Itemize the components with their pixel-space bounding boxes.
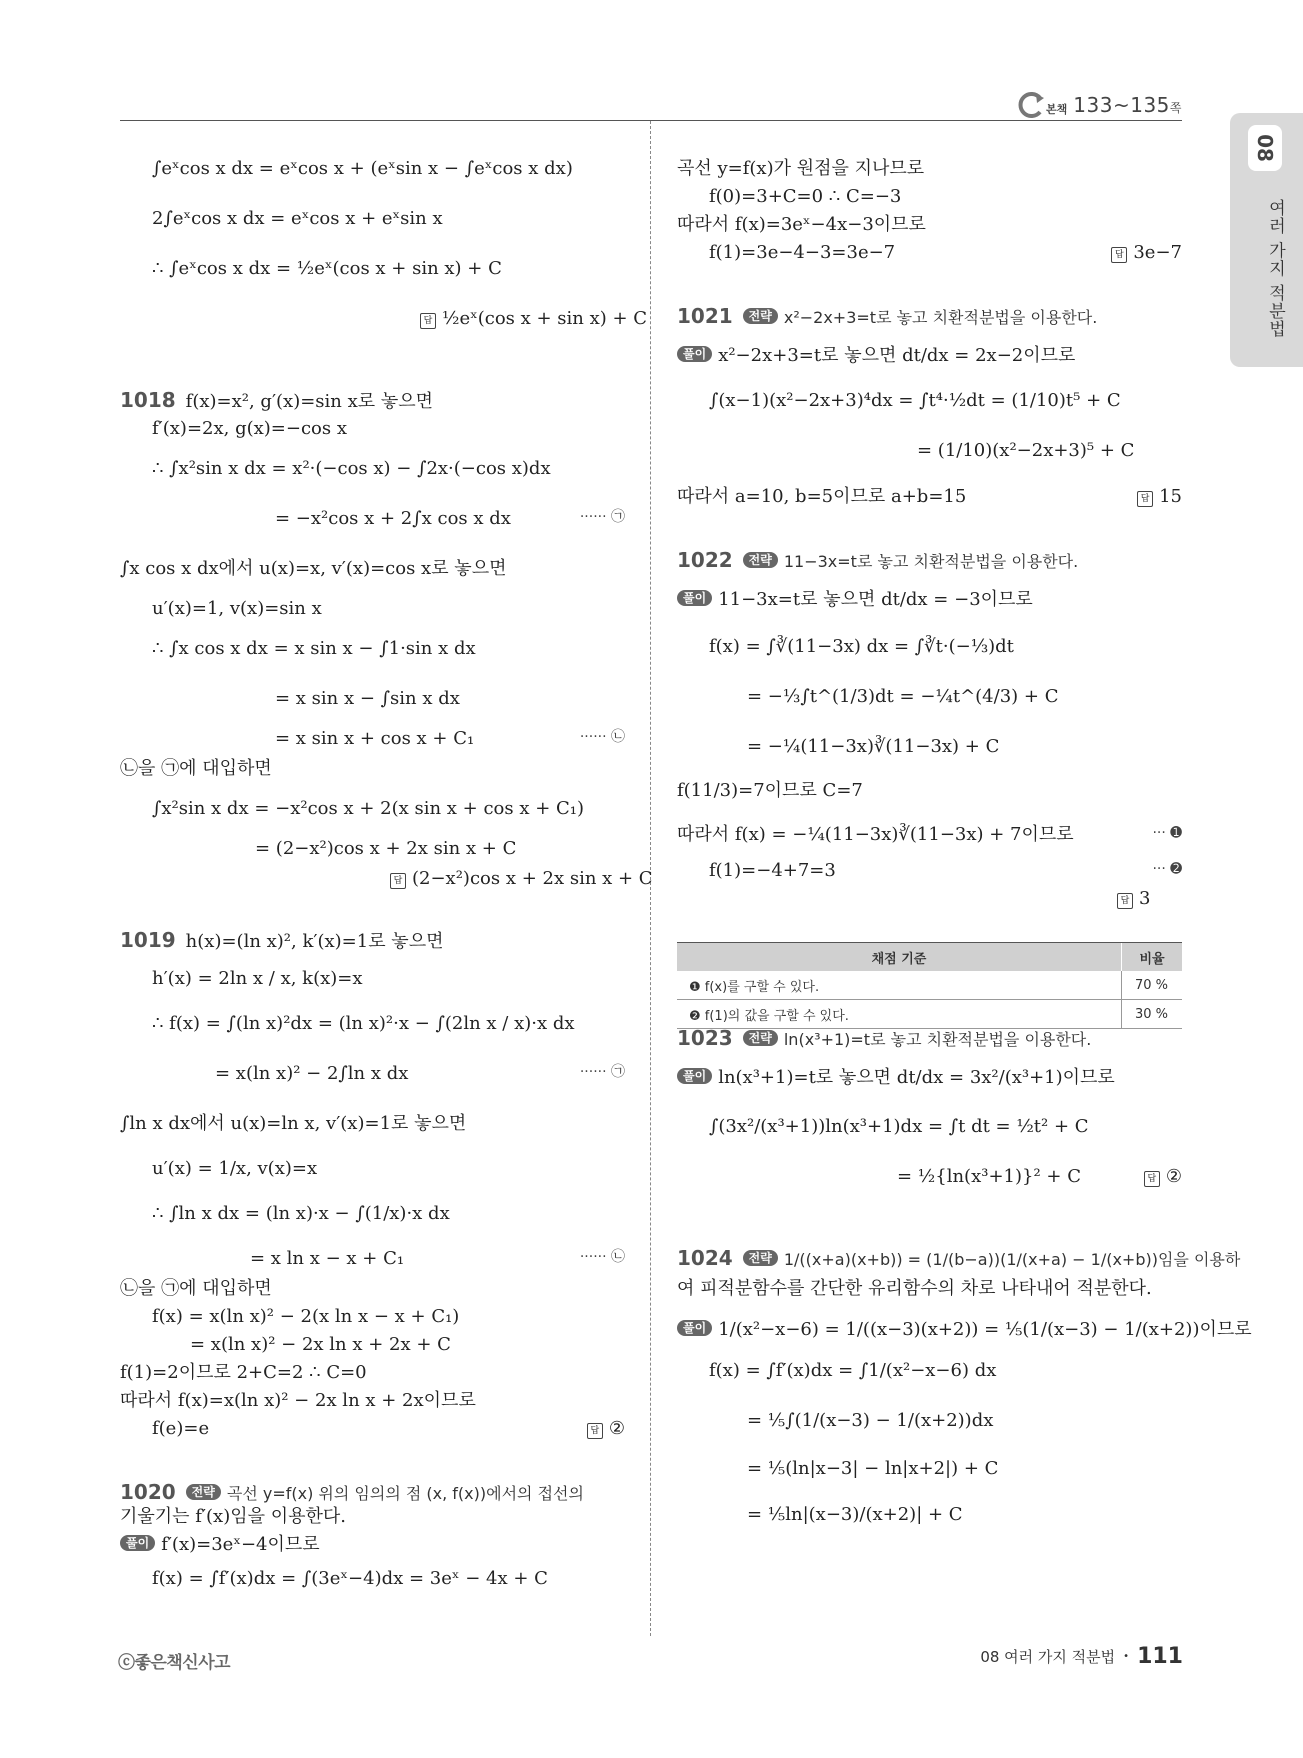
label-badge: 전략 (743, 308, 778, 324)
math-text: f(x)=x², g′(x)=sin x로 놓으면 (185, 391, 434, 412)
solution-line (152, 1160, 317, 1178)
solution-line (152, 210, 443, 228)
ratio-cell: 30 % (1122, 1000, 1183, 1029)
solution-line (275, 510, 511, 528)
math-text: 따라서 f(x)=x(ln x)² − 2x ln x + 2x이므로 (120, 1390, 476, 1411)
solution-line (152, 1015, 575, 1033)
table-header-criterion: 채점 기준 (677, 943, 1122, 972)
math-text: h(x)=(ln x)², k′(x)=1로 놓으면 (185, 931, 444, 952)
label-badge: 풀이 (120, 1535, 155, 1551)
solution-line (420, 310, 647, 329)
solution-line (215, 1065, 408, 1083)
equation-marker: ······ ㉡ (579, 729, 625, 745)
answer-icon: 답 (420, 313, 436, 329)
table-row (677, 1000, 1182, 1029)
solution-line (677, 826, 1074, 844)
math-text: u′(x) = 1/x, v(x)=x (152, 1158, 318, 1179)
textbook-reference (1016, 92, 1182, 118)
label-badge: 풀이 (677, 1068, 712, 1084)
equation-marker: ······ ㉠ (579, 509, 625, 525)
solution-line (677, 1068, 1115, 1087)
solution-line (152, 160, 573, 178)
solution-line (709, 638, 1014, 656)
solution-line (120, 560, 506, 578)
solution-line (120, 1364, 367, 1382)
math-text: f(1)=−4+7=3 (709, 860, 836, 881)
solution-line (677, 346, 1075, 365)
table-row (677, 971, 1182, 1000)
math-text: ∫ln x dx에서 u(x)=ln x, v′(x)=1로 놓으면 (120, 1113, 467, 1134)
solution-line (152, 1308, 459, 1326)
page-number: 111 (1137, 1644, 1183, 1669)
solution-line (709, 188, 901, 206)
math-text: = x sin x − ∫sin x dx (275, 688, 460, 709)
math-text: f(x) = ∫f′(x)dx = ∫(3eˣ−4)dx = 3eˣ − 4x + C (152, 1568, 548, 1589)
publisher-logo: ⓒ좋은책신사고 (118, 1653, 231, 1673)
label-badge: 전략 (186, 1484, 221, 1500)
answer-text: 3 (1139, 888, 1151, 909)
solution-line (677, 306, 1097, 327)
label-badge: 전략 (743, 1030, 778, 1046)
label-badge: 풀이 (677, 346, 712, 362)
math-text: = −x²cos x + 2∫x cos x dx (275, 508, 511, 529)
math-text: f(e)=e (152, 1418, 210, 1439)
math-text: = x sin x + cos x + C₁ (275, 728, 475, 749)
ratio-cell: 70 % (1122, 971, 1183, 1000)
math-text: ∴ f(x) = ∫(ln x)²dx = (ln x)²·x − ∫(2ln x / x)·x dx (152, 1013, 575, 1034)
solution-line (677, 488, 966, 506)
criterion-cell: ❷ f(1)의 값을 구할 수 있다. (677, 1000, 1122, 1029)
math-text: = −⅓∫t^(1/3)dt = −¼t^(4/3) + C (747, 686, 1059, 707)
math-text: ㉡을 ㉠에 대입하면 (120, 1278, 272, 1299)
solution-line (709, 1362, 996, 1380)
math-text: ㉡을 ㉠에 대입하면 (120, 758, 272, 779)
solution-line (120, 930, 443, 951)
math-text: f(1)=3e−4−3=3e−7 (709, 242, 896, 263)
page-footer (980, 1644, 1183, 1669)
solution-line (1117, 890, 1150, 909)
solution-line (677, 1248, 1240, 1269)
solution-line (275, 690, 460, 708)
solution-line (709, 244, 895, 262)
solution-line (390, 870, 653, 889)
solution-line (120, 760, 272, 778)
solution-line (747, 1460, 998, 1478)
problem-number: 1024 (677, 1246, 733, 1270)
table-header-row (677, 943, 1182, 972)
math-text: 1/(x²−x−6) = 1/((x−3)(x+2)) = ⅕(1/(x−3) − 1/(x+2))이므로 (718, 1319, 1252, 1340)
math-text: = (1/10)(x²−2x+3)⁵ + C (917, 440, 1135, 461)
math-text: = x(ln x)² − 2∫ln x dx (215, 1063, 409, 1084)
problem-number: 1022 (677, 548, 733, 572)
solution-line (152, 640, 476, 658)
solution-line (677, 590, 1033, 609)
solution-line (677, 216, 926, 234)
math-text: = x ln x − x + C₁ (250, 1248, 405, 1269)
math-text: ∴ ∫x cos x dx = x sin x − ∫1·sin x dx (152, 638, 476, 659)
math-text: 여 피적분함수를 간단한 유리함수의 차로 나타내어 적분한다. (677, 1278, 1152, 1299)
solution-line (152, 1570, 548, 1588)
solution-line (255, 840, 516, 858)
solution-line (677, 782, 863, 800)
answer-icon: 답 (390, 873, 406, 889)
ref-pages: 133~135쪽 (1073, 93, 1182, 117)
math-text: 11−3x=t로 놓고 치환적분법을 이용한다. (783, 552, 1079, 571)
answer (1144, 1168, 1182, 1187)
solution-line (677, 550, 1078, 571)
math-text: ∴ ∫ln x dx = (ln x)·x − ∫(1/x)·x dx (152, 1203, 450, 1224)
math-text: ∴ ∫eˣcos x dx = ½eˣ(cos x + sin x) + C (152, 258, 502, 279)
footer-chapter: 08 여러 가지 적분법 (980, 1648, 1116, 1666)
problem-number: 1019 (120, 928, 176, 952)
problem-number: 1018 (120, 388, 176, 412)
solution-line (120, 1280, 272, 1298)
label-badge: 전략 (743, 1250, 778, 1266)
math-text: = ½{ln(x³+1)}² + C (897, 1166, 1081, 1187)
chapter-title: 여러 가지 적분법 (1265, 198, 1285, 338)
answer-value: ② (1165, 1166, 1182, 1187)
solution-line (120, 390, 433, 411)
equation-marker: ······ ㉡ (579, 1249, 625, 1265)
problem-number: 1023 (677, 1026, 733, 1050)
solution-line (152, 420, 347, 438)
solution-line (275, 730, 474, 748)
solution-line (677, 1320, 1252, 1339)
answer-text: ½eˣ(cos x + sin x) + C (442, 308, 648, 329)
problem-number: 1021 (677, 304, 733, 328)
solution-line (709, 392, 1121, 410)
math-text: 곡선 y=f(x)가 원점을 지나므로 (677, 158, 925, 179)
solution-line (250, 1250, 404, 1268)
math-text: ∫x cos x dx에서 u(x)=x, v′(x)=cos x로 놓으면 (120, 558, 507, 579)
criterion-cell: ❶ f(x)를 구할 수 있다. (677, 971, 1122, 1000)
page-header (120, 92, 1182, 121)
math-text: f(0)=3+C=0 ∴ C=−3 (709, 186, 902, 207)
math-text: = −¼(11−3x)∛(11−3x) + C (747, 736, 1000, 757)
solution-line (120, 1535, 320, 1554)
solution-line (152, 800, 584, 818)
math-text: ∫eˣcos x dx = eˣcos x + (eˣsin x − ∫eˣcos x dx) (152, 158, 573, 179)
label-badge: 풀이 (677, 1320, 712, 1336)
answer (587, 1420, 625, 1439)
math-text: f(11/3)=7이므로 C=7 (677, 780, 863, 801)
equation-marker: ······ ㉠ (579, 1064, 625, 1080)
math-text: h′(x) = 2ln x / x, k(x)=x (152, 968, 363, 989)
solution-line (709, 1118, 1089, 1136)
return-arrow-icon (1016, 92, 1046, 118)
equation-marker: ··· ➋ (1152, 861, 1182, 877)
math-text: 2∫eˣcos x dx = eˣcos x + eˣsin x (152, 208, 443, 229)
math-text: f(1)=2이므로 2+C=2 ∴ C=0 (120, 1362, 367, 1383)
math-text: = x(ln x)² − 2x ln x + 2x + C (190, 1334, 451, 1355)
solution-line (917, 442, 1134, 460)
solution-line (152, 1205, 450, 1223)
answer-icon: 답 (587, 1423, 603, 1439)
solution-line (152, 260, 502, 278)
answer-icon: 답 (1144, 1171, 1160, 1187)
math-text: = ⅕ln|(x−3)/(x+2)| + C (747, 1504, 963, 1525)
chapter-side-tab (1230, 113, 1303, 367)
math-text: ln(x³+1)=t로 놓으면 dt/dx = 3x²/(x³+1)이므로 (718, 1067, 1115, 1088)
ref-label: 본책 (1046, 103, 1068, 116)
solution-line (709, 862, 836, 880)
solution-line (120, 1115, 466, 1133)
math-text: x²−2x+3=t로 놓고 치환적분법을 이용한다. (783, 308, 1098, 327)
math-text: 1/((x+a)(x+b)) = (1/(b−a))(1/(x+a) − 1/(x+b))임을 이용하 (783, 1250, 1241, 1269)
solution-line (747, 688, 1058, 706)
solution-line (120, 1392, 476, 1410)
math-text: f(x) = x(ln x)² − 2(x ln x − x + C₁) (152, 1306, 460, 1327)
math-text: ∫(x−1)(x²−2x+3)⁴dx = ∫t⁴·½dt = (1/10)t⁵ + C (709, 390, 1121, 411)
solution-line (190, 1336, 451, 1354)
chapter-number: 08 (1248, 125, 1282, 171)
math-text: f(x) = ∫∛(11−3x) dx = ∫∛t·(−⅓)dt (709, 636, 1014, 657)
solution-line (747, 738, 999, 756)
solution-line (152, 460, 551, 478)
solution-line (747, 1412, 993, 1430)
math-text: 기울기는 f′(x)임을 이용한다. (120, 1506, 346, 1527)
math-text: 11−3x=t로 놓으면 dt/dx = −3이므로 (718, 589, 1033, 610)
footer-bullet: • (1123, 1651, 1130, 1662)
answer (1111, 244, 1182, 263)
solution-line (677, 1028, 1091, 1049)
math-text: u′(x)=1, v(x)=sin x (152, 598, 322, 619)
math-text: ∫(3x²/(x³+1))ln(x³+1)dx = ∫t dt = ½t² + C (709, 1116, 1089, 1137)
solution-line (747, 1506, 963, 1524)
answer-value: 15 (1159, 486, 1182, 507)
solution-line (152, 970, 363, 988)
math-text: 따라서 f(x)=3eˣ−4x−3이므로 (677, 214, 926, 235)
solution-line (677, 1280, 1152, 1298)
solution-line (897, 1168, 1081, 1186)
answer-icon: 답 (1117, 893, 1133, 909)
solution-line (120, 1508, 346, 1526)
math-text: f′(x)=3eˣ−4이므로 (161, 1534, 320, 1555)
equation-marker: ··· ➊ (1152, 825, 1182, 841)
math-text: ∫x²sin x dx = −x²cos x + 2(x sin x + cos x + C₁) (152, 798, 585, 819)
table-header-ratio: 비율 (1122, 943, 1183, 972)
label-badge: 전략 (743, 552, 778, 568)
math-text: ln(x³+1)=t로 놓고 치환적분법을 이용한다. (783, 1030, 1092, 1049)
math-text: 따라서 f(x) = −¼(11−3x)∛(11−3x) + 7이므로 (677, 824, 1074, 845)
solution-line (120, 1482, 584, 1503)
solution-line (677, 160, 924, 178)
math-text: f′(x)=2x, g(x)=−cos x (152, 418, 347, 439)
math-text: = ⅕∫(1/(x−3) − 1/(x+2))dx (747, 1410, 994, 1431)
math-text: 곡선 y=f(x) 위의 임의의 점 (x, f(x))에서의 접선의 (226, 1484, 584, 1503)
math-text: x²−2x+3=t로 놓으면 dt/dx = 2x−2이므로 (718, 345, 1076, 366)
math-text: = (2−x²)cos x + 2x sin x + C (255, 838, 517, 859)
solution-line (152, 1420, 209, 1438)
answer (1137, 488, 1182, 507)
math-text: f(x) = ∫f′(x)dx = ∫1/(x²−x−6) dx (709, 1360, 997, 1381)
scoring-criteria-table (677, 942, 1182, 1029)
math-text: 따라서 a=10, b=5이므로 a+b=15 (677, 486, 967, 507)
answer-icon: 답 (1137, 491, 1153, 507)
answer-text: (2−x²)cos x + 2x sin x + C (412, 868, 653, 889)
answer-value: 3e−7 (1133, 242, 1182, 263)
solution-line (152, 600, 322, 618)
math-text: ∴ ∫x²sin x dx = x²·(−cos x) − ∫2x·(−cos x)dx (152, 458, 551, 479)
problem-number: 1020 (120, 1480, 176, 1504)
answer-icon: 답 (1111, 247, 1127, 263)
answer-value: ② (608, 1418, 625, 1439)
math-text: = ⅕(ln|x−3| − ln|x+2|) + C (747, 1458, 999, 1479)
label-badge: 풀이 (677, 590, 712, 606)
